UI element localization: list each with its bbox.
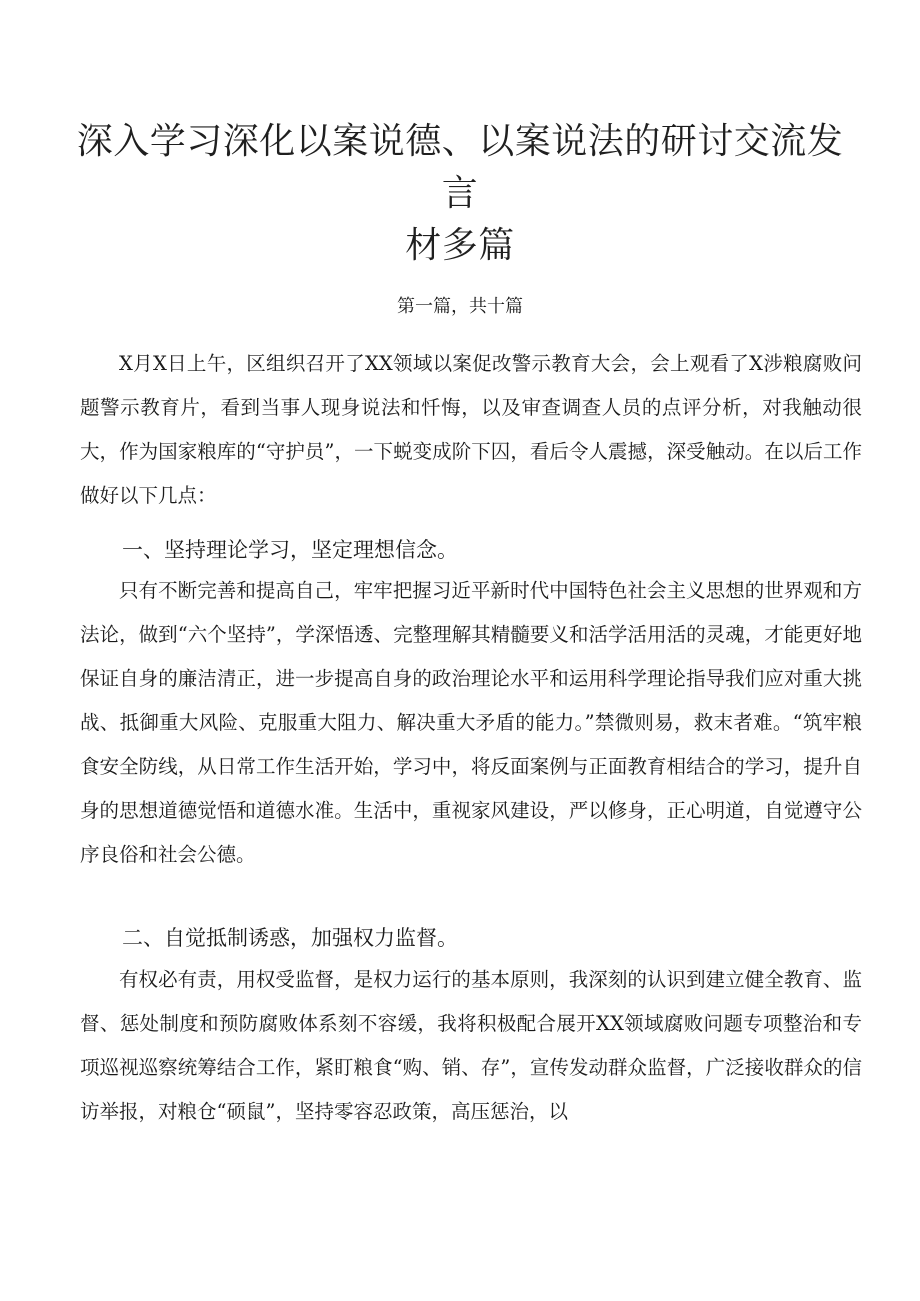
section-heading-2: 二、自觉抵制诱惑，加强权力监督。 <box>122 926 458 950</box>
section-heading-1: 一、坚持理论学习，坚定理想信念。 <box>122 538 458 562</box>
title-line-2: 材多篇 <box>405 225 515 266</box>
intro-paragraph: X月X日上午，区组织召开了XX领域以案促改警示教育大会，会上观看了X涉粮腐败问题警示教育片，看到当事人现身说法和忏悔，以及审查调查人员的点评分析，对我触动很大，作为国家粮库的“守护员”，一下蜕变成阶下囚，看后令人震撼，深受触动。在以后工作做好以下几点： <box>80 352 862 507</box>
section-subtitle: 第一篇，共十篇 <box>397 296 523 317</box>
body-paragraph-1: 只有不断完善和提高自己，牢牢把握习近平新时代中国特色社会主义思想的世界观和方法论，做到“六个坚持”，学深悟透、完整理解其精髓要义和活学活用活的灵魂，才能更好地保证自身的廉洁清正，进一步提高自身的政治理论水平和运用科学理论指导我们应对重大挑战、抵御重大风险、克服重大阻力、解决重大矛盾的能力。”禁微则易，救末者难。“筑牢粮食安全防线，从日常工作生活开始，学习中，将反面案例与正面教育相结合的学习，提升自身的思想道德觉悟和道德水准。生活中，重视家风建设，严以修身，正心明道，自觉遵守公序良俗和社会公德。 <box>80 579 862 866</box>
document-title <box>60 116 860 272</box>
title-line-1: 深入学习深化以案说德、以案说法的研讨交流发言 <box>76 121 844 214</box>
body-paragraph-2: 有权必有责，用权受监督，是权力运行的基本原则，我深刻的认识到建立健全教育、监督、惩处制度和预防腐败体系刻不容缓，我将积极配合展开XX领域腐败问题专项整治和专项巡视巡察统筹结合工作，紧盯粮食“购、销、存”，宣传发动群众监督，广泛接收群众的信访举报，对粮仓“硕鼠”，坚持零容忍政策，高压惩治，以 <box>80 968 862 1123</box>
